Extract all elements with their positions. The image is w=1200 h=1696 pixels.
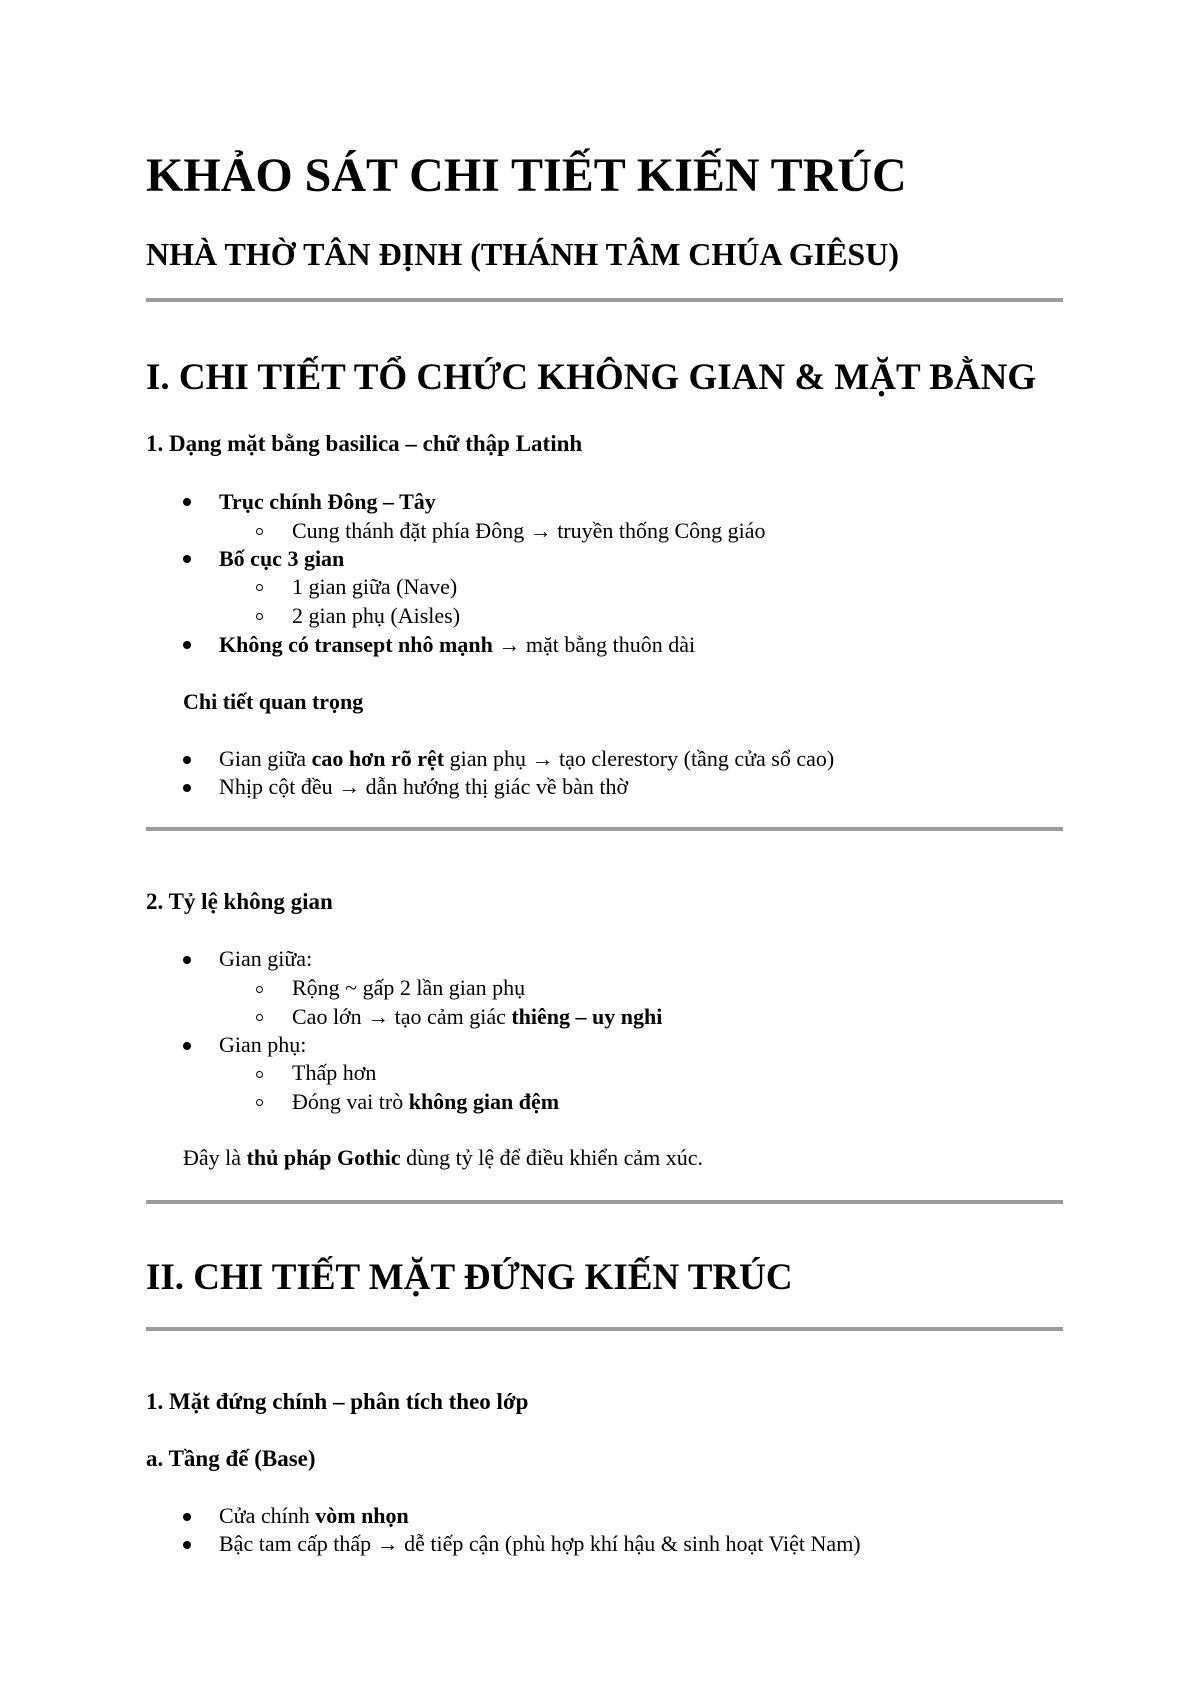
list-item-text: → mặt bằng thuôn dài bbox=[492, 632, 696, 657]
bullet-marker bbox=[183, 1541, 191, 1549]
sub-list-item: Thấp hơn bbox=[292, 1060, 377, 1085]
list-item-text: Cao lớn → tạo cảm giác bbox=[292, 1004, 512, 1029]
list-item: Nhịp cột đều → dẫn hướng thị giác về bàn thờ bbox=[219, 774, 629, 799]
list-item-bold: Bố cục 3 gian bbox=[219, 546, 345, 571]
paragraph-text: dùng tỷ lệ để điều khiển cảm xúc. bbox=[400, 1145, 704, 1170]
sub-list-item bbox=[292, 1088, 559, 1116]
list-item-text: gian phụ → tạo clerestory (tầng cửa sổ cao) bbox=[444, 746, 835, 771]
sub-list-item bbox=[292, 1003, 662, 1031]
bullet-marker bbox=[183, 956, 191, 964]
section-heading: II. CHI TIẾT MẶT ĐỨNG KIẾN TRÚC bbox=[146, 1257, 793, 1298]
sub-bullet-marker bbox=[256, 1014, 263, 1021]
sub-bullet-marker bbox=[256, 584, 263, 591]
bullet-marker bbox=[183, 784, 191, 792]
sub-bullet-marker bbox=[256, 1099, 263, 1106]
note-paragraph bbox=[183, 1144, 703, 1172]
paragraph-heading: Chi tiết quan trọng bbox=[183, 689, 364, 714]
document-title: KHẢO SÁT CHI TIẾT KIẾN TRÚC bbox=[146, 149, 907, 202]
list-item bbox=[219, 745, 834, 773]
bullet-marker bbox=[183, 1513, 191, 1521]
document-subtitle: NHÀ THỜ TÂN ĐỊNH (THÁNH TÂM CHÚA GIÊSU) bbox=[146, 236, 899, 272]
paragraph-bold: thủ pháp Gothic bbox=[246, 1145, 401, 1170]
list-item: Gian giữa: bbox=[219, 946, 313, 971]
list-item-bold: Trục chính Đông – Tây bbox=[219, 489, 436, 514]
bullet-marker bbox=[183, 756, 191, 764]
list-item bbox=[219, 488, 436, 516]
list-item-bold: thiêng – uy nghi bbox=[511, 1004, 663, 1029]
section-heading: I. CHI TIẾT TỔ CHỨC KHÔNG GIAN & MẶT BẰNG bbox=[146, 357, 1037, 398]
divider bbox=[146, 1200, 1063, 1204]
paragraph-text: Đây là bbox=[183, 1145, 247, 1170]
divider bbox=[146, 298, 1063, 302]
list-item-bold: cao hơn rõ rệt bbox=[311, 746, 445, 771]
divider bbox=[146, 827, 1063, 831]
list-item-text: Đóng vai trò bbox=[292, 1089, 409, 1114]
list-item bbox=[219, 1502, 409, 1530]
sub-list-item: Cung thánh đặt phía Đông → truyền thống Công giáo bbox=[292, 518, 766, 543]
subsection-subheading: a. Tầng đế (Base) bbox=[146, 1446, 316, 1471]
list-item-bold: Không có transept nhô mạnh bbox=[219, 632, 493, 657]
subsection-heading: 1. Mặt đứng chính – phân tích theo lớp bbox=[146, 1389, 529, 1414]
sub-bullet-marker bbox=[256, 613, 263, 620]
bullet-marker bbox=[183, 555, 191, 563]
sub-bullet-marker bbox=[256, 1071, 263, 1078]
list-item bbox=[219, 631, 695, 659]
bullet-marker bbox=[183, 641, 191, 649]
sub-bullet-marker bbox=[256, 986, 263, 993]
list-item bbox=[219, 545, 344, 573]
bullet-marker bbox=[183, 498, 191, 506]
divider bbox=[146, 1327, 1063, 1331]
list-item-text: Cửa chính bbox=[219, 1503, 316, 1528]
list-item-bold: không gian đệm bbox=[408, 1089, 560, 1114]
bullet-marker bbox=[183, 1042, 191, 1050]
sub-list-item: 1 gian giữa (Nave) bbox=[292, 574, 458, 599]
subsection-heading: 1. Dạng mặt bằng basilica – chữ thập Latinh bbox=[146, 431, 583, 456]
sub-list-item: Rộng ~ gấp 2 lần gian phụ bbox=[292, 975, 526, 1000]
sub-list-item: 2 gian phụ (Aisles) bbox=[292, 603, 461, 628]
subsection-heading: 2. Tỷ lệ không gian bbox=[146, 889, 333, 914]
list-item: Bậc tam cấp thấp → dễ tiếp cận (phù hợp khí hậu & sinh hoạt Việt Nam) bbox=[219, 1531, 861, 1556]
list-item: Gian phụ: bbox=[219, 1032, 307, 1057]
list-item-bold: vòm nhọn bbox=[315, 1503, 409, 1528]
list-item-text: Gian giữa bbox=[219, 746, 312, 771]
sub-bullet-marker bbox=[256, 528, 263, 535]
